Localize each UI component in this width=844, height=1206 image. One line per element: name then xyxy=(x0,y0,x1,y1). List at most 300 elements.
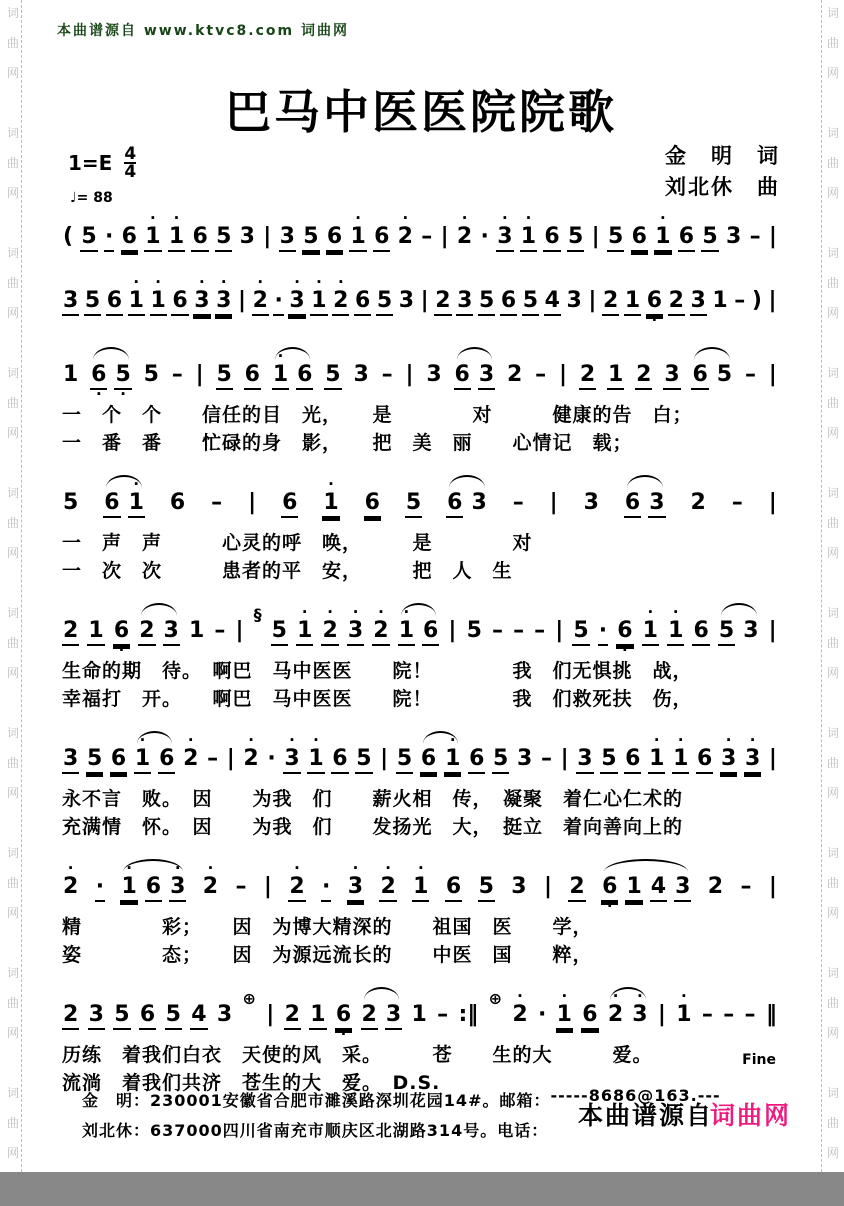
notation-line xyxy=(62,475,778,528)
watermark-character: 词 xyxy=(826,846,839,860)
music-system xyxy=(62,731,778,840)
note: 6 xyxy=(139,990,156,1040)
note: · 3 xyxy=(169,862,186,912)
note: · 2 xyxy=(321,606,338,656)
source-note: 本曲谱源自 www.ktvc8.com 词曲网 xyxy=(57,23,349,39)
note: 3 xyxy=(663,350,680,400)
watermark-character: 曲 xyxy=(6,36,19,50)
watermark-character: 曲 xyxy=(826,1116,839,1130)
barline: | xyxy=(560,746,569,771)
note: 4 xyxy=(650,862,667,912)
note: 5 xyxy=(607,212,624,262)
notation-line xyxy=(62,987,778,1043)
note: 6 xyxy=(145,862,162,912)
barline: | xyxy=(405,362,414,387)
note: · 2 xyxy=(512,987,528,1027)
watermark-character: 词 xyxy=(6,246,19,260)
notation-line xyxy=(62,273,778,329)
music-system xyxy=(62,475,778,584)
note: · 3 xyxy=(283,734,300,784)
meter-numerator: 4 xyxy=(124,144,137,164)
note: 3 xyxy=(62,734,79,784)
note: 2 xyxy=(62,606,79,656)
barline: | xyxy=(657,1002,666,1027)
note: 5 xyxy=(600,734,617,784)
watermark-character: 词 xyxy=(826,606,839,620)
watermark-character: 网 xyxy=(6,1026,19,1040)
barline: | xyxy=(768,746,777,771)
note: 3 xyxy=(239,224,255,249)
key-label: 1=E xyxy=(68,151,113,175)
note: · 1 xyxy=(128,276,145,326)
music-system xyxy=(62,347,778,456)
note: 6 · xyxy=(113,618,130,659)
note: 2 xyxy=(602,276,619,326)
note: – xyxy=(749,224,761,249)
watermark-character: 网 xyxy=(6,426,19,440)
note: · xyxy=(480,224,489,249)
note: 3 xyxy=(279,212,296,262)
note: – xyxy=(535,362,547,387)
watermark-character: 词 xyxy=(826,486,839,500)
note: 5 xyxy=(86,734,103,784)
note: · 1 xyxy=(398,606,415,656)
note: 3 xyxy=(566,288,582,313)
note: · 1 xyxy=(128,478,145,528)
left-dashed-rule xyxy=(21,0,22,1172)
note: 5 xyxy=(396,734,413,784)
watermark-character: 词 xyxy=(6,846,19,860)
note: · 3 xyxy=(347,606,364,656)
note: 3 xyxy=(674,862,691,912)
watermark-character: 网 xyxy=(826,546,839,560)
note: · 1 xyxy=(272,350,289,400)
slur-group xyxy=(138,606,180,656)
watermark-character: 曲 xyxy=(826,636,839,650)
watermark-character: 网 xyxy=(6,1146,19,1160)
note: 6 · xyxy=(617,618,633,659)
barline: | xyxy=(768,490,777,515)
note: 6 xyxy=(169,490,186,515)
watermark-character: 网 xyxy=(826,906,839,920)
note: ( xyxy=(63,224,74,249)
note: – xyxy=(437,1002,449,1027)
footer-site-name: 词曲网 xyxy=(710,1101,792,1130)
note: 4 xyxy=(544,276,561,326)
barline: | xyxy=(588,288,597,313)
note: 6 xyxy=(696,734,713,784)
note: 6 xyxy=(158,734,175,784)
watermark-character: 曲 xyxy=(826,156,839,170)
watermark-character: 曲 xyxy=(826,756,839,770)
note: – xyxy=(701,1002,713,1027)
left-watermark-column xyxy=(5,6,21,1172)
watermark-character: 网 xyxy=(6,306,19,320)
slur-group xyxy=(103,475,145,528)
note: 5 xyxy=(165,990,182,1040)
note: – xyxy=(744,362,756,387)
notation-line xyxy=(62,859,778,915)
note: 6 xyxy=(103,478,120,528)
note: ) xyxy=(751,288,762,313)
barline: | xyxy=(768,874,777,899)
note: 6 xyxy=(624,478,641,528)
coda-icon: ⊕ xyxy=(242,989,256,1008)
note: 6 xyxy=(581,990,598,1040)
watermark-character: 曲 xyxy=(6,636,19,650)
note: 5 xyxy=(302,212,319,262)
barline: | xyxy=(263,874,272,899)
barline: | xyxy=(768,224,777,249)
lyrics-line: 历练 着我们白衣 天使的风 采。 苍 生的大 爱。 xyxy=(62,1044,653,1066)
note: 6 xyxy=(171,276,188,326)
slur-group xyxy=(454,350,496,400)
note: 1 xyxy=(87,606,104,656)
watermark-character: 词 xyxy=(826,6,839,20)
note: 3 xyxy=(88,990,105,1040)
note: 5 xyxy=(492,734,509,784)
note: · 2 xyxy=(202,859,219,899)
slur-group xyxy=(90,350,132,403)
watermark-character: 网 xyxy=(826,666,839,680)
note: 5 xyxy=(84,276,101,326)
note: 3 xyxy=(471,490,487,515)
note: 6 xyxy=(446,478,463,528)
note: 6 xyxy=(420,734,437,784)
watermark-character: 曲 xyxy=(826,36,839,50)
note: 2 xyxy=(62,990,79,1040)
barline: | xyxy=(558,362,568,387)
note: 3 xyxy=(743,618,759,643)
note: 6 xyxy=(110,734,127,784)
watermark-character: 网 xyxy=(6,546,19,560)
note: 6 xyxy=(364,478,381,528)
note: 5 xyxy=(324,350,341,400)
note: 6 xyxy=(543,212,560,262)
barline: | xyxy=(195,362,204,387)
note: 6 xyxy=(191,212,208,262)
note: 6 xyxy=(422,606,439,656)
note: 6 xyxy=(121,212,138,262)
note: 6 xyxy=(445,862,462,912)
note: 6 xyxy=(331,734,348,784)
obscured-email: -----8686@163.--- xyxy=(550,1086,721,1105)
note: 6 xyxy=(624,734,641,784)
note: · 1 xyxy=(150,276,167,326)
note: 5 xyxy=(271,606,288,656)
note: · 3 xyxy=(288,276,305,326)
note: · xyxy=(321,862,331,912)
note: – xyxy=(421,224,433,249)
note: 5 xyxy=(63,490,79,515)
note: 4 xyxy=(190,990,207,1040)
note: · 3 xyxy=(215,276,232,326)
note: · 1 xyxy=(642,606,659,656)
watermark-character: 词 xyxy=(6,126,19,140)
note: · 1 xyxy=(168,212,185,262)
note: · 2 xyxy=(183,731,199,771)
note: 6 xyxy=(106,276,123,326)
note: 5 xyxy=(215,212,232,262)
note: · 1 xyxy=(648,734,665,784)
music-system xyxy=(62,859,778,968)
watermark-character: 词 xyxy=(6,726,19,740)
page-title: 巴马中医医院院歌 xyxy=(225,85,617,139)
note: · 1 xyxy=(322,478,339,528)
watermark-character: 曲 xyxy=(826,996,839,1010)
note: 3 xyxy=(583,490,599,515)
barline: | xyxy=(226,746,235,771)
watermark-character: 曲 xyxy=(6,996,19,1010)
note: · 2 xyxy=(397,209,413,249)
barline: | xyxy=(555,618,564,643)
note: 5 xyxy=(80,212,97,262)
note: 6 xyxy=(296,350,313,400)
note: 3 xyxy=(398,288,415,313)
watermark-character: 网 xyxy=(826,1026,839,1040)
note: · 2 xyxy=(456,209,473,249)
note: 3 xyxy=(478,350,495,400)
barline: ‖ xyxy=(765,1002,777,1027)
note: 3 xyxy=(163,606,180,656)
note: 1 xyxy=(712,288,728,313)
note: 5 xyxy=(522,276,539,326)
note: · 1 xyxy=(144,212,161,262)
slur-group xyxy=(420,731,462,784)
barline: | xyxy=(768,362,777,387)
note: 5 xyxy=(567,212,584,262)
watermark-character: 曲 xyxy=(6,516,19,530)
note: 2 xyxy=(635,350,652,400)
slur-group xyxy=(691,350,733,400)
note: 2 xyxy=(579,350,596,400)
watermark-character: 词 xyxy=(6,606,19,620)
watermark-character: 网 xyxy=(826,66,839,80)
note: · 3 xyxy=(744,734,761,784)
contact1-text: 金 明：230001安徽省合肥市濉溪路深圳花园14#。邮箱： xyxy=(82,1091,551,1110)
watermark-character: 曲 xyxy=(6,396,19,410)
note: 6 xyxy=(631,212,648,262)
note: · 1 xyxy=(520,212,537,262)
note: · 2 xyxy=(379,862,396,912)
note: 6 · xyxy=(602,874,618,915)
note: 3 xyxy=(62,276,79,326)
note: 3 xyxy=(648,478,665,528)
note: 5 xyxy=(216,350,233,400)
note: – xyxy=(534,618,546,643)
fine-mark: Fine xyxy=(742,1052,776,1068)
note: · 2 xyxy=(252,276,269,326)
note: – xyxy=(540,746,552,771)
note: 5 xyxy=(376,276,393,326)
lyrics-line: 一 声 声 心灵的呼 唤， 是 对 xyxy=(62,532,533,554)
note: 6 xyxy=(326,212,343,262)
note: 2 xyxy=(668,276,685,326)
slur-group xyxy=(272,347,314,400)
watermark-character: 网 xyxy=(6,186,19,200)
music-system xyxy=(62,603,778,712)
watermark-character: 词 xyxy=(826,366,839,380)
note: – xyxy=(513,618,525,643)
note: 1 xyxy=(607,350,624,400)
watermark-character: 词 xyxy=(6,486,19,500)
note: · 2 xyxy=(243,731,259,771)
note: · 1 xyxy=(349,212,366,262)
segno-icon: § xyxy=(253,605,262,624)
note: – xyxy=(512,490,524,515)
note: 1 xyxy=(188,618,205,643)
note: · 3 xyxy=(496,212,513,262)
note: 5 xyxy=(113,990,130,1040)
slur-group xyxy=(624,478,666,528)
note: · xyxy=(273,276,283,326)
lyricist-credit: 金 明 词 xyxy=(665,144,780,168)
note: – xyxy=(744,1002,756,1027)
slur-group xyxy=(601,862,691,915)
note: 6 · xyxy=(335,1002,352,1043)
note: · 2 xyxy=(288,862,305,912)
watermark-character: 网 xyxy=(826,426,839,440)
note: · 2 xyxy=(607,987,624,1027)
time-signature xyxy=(124,146,136,180)
key-signature xyxy=(68,146,136,180)
note: · 1 xyxy=(310,276,327,326)
note: 1 xyxy=(411,1002,427,1027)
watermark-character: 曲 xyxy=(826,276,839,290)
note: – xyxy=(381,362,393,387)
notation-systems xyxy=(62,209,778,1118)
note: – xyxy=(214,618,226,643)
watermark-character: 词 xyxy=(826,126,839,140)
note: · xyxy=(95,862,105,912)
note: · 3 xyxy=(347,862,364,912)
note: 6 · xyxy=(646,288,663,329)
barline: | xyxy=(238,288,247,313)
note: · xyxy=(267,746,276,771)
note: 5 xyxy=(716,362,733,387)
note: 2 xyxy=(434,276,451,326)
lyrics-line: 姿 态； 因 为源远流长的 中医 国 粹， xyxy=(62,944,593,966)
barline: | xyxy=(549,490,558,515)
note: 6 xyxy=(692,606,709,656)
note: 6 xyxy=(678,212,695,262)
notation-line xyxy=(62,209,778,262)
watermark-character: 网 xyxy=(826,186,839,200)
meter-denominator: 4 xyxy=(124,162,137,182)
note: · 2 xyxy=(332,276,349,326)
note: 5 xyxy=(466,618,482,643)
barline: | xyxy=(420,288,429,313)
note: 6 xyxy=(281,478,298,528)
note: 5 xyxy=(405,478,422,528)
note: · 1 xyxy=(412,862,429,912)
note: · 1 xyxy=(307,734,324,784)
watermark-character: 曲 xyxy=(826,396,839,410)
notation-line xyxy=(62,347,778,403)
lyrics-line: 一 次 次 患者的平 安， 把 人 生 xyxy=(62,560,513,582)
barline: | xyxy=(440,224,449,249)
watermark-character: 词 xyxy=(826,726,839,740)
tempo-marking: ♩= 88 xyxy=(70,190,113,206)
note: · 1 xyxy=(296,606,313,656)
slur-group xyxy=(134,731,176,784)
watermark-character: 网 xyxy=(6,786,19,800)
music-system xyxy=(62,273,778,329)
note: 6 xyxy=(691,350,708,400)
watermark-character: 词 xyxy=(6,966,19,980)
coda-icon: ⊕ xyxy=(488,989,502,1008)
note: 3 xyxy=(576,734,593,784)
slur-group xyxy=(718,606,760,656)
note: · 3 xyxy=(632,987,648,1027)
note: · xyxy=(537,1002,547,1027)
note: – xyxy=(723,1002,735,1027)
watermark-character: 曲 xyxy=(6,276,19,290)
barline: :‖ xyxy=(458,1002,479,1027)
note: 6 xyxy=(468,734,485,784)
watermark-character: 词 xyxy=(826,1086,839,1100)
note: · 1 xyxy=(672,734,689,784)
barline: | xyxy=(248,490,257,515)
note: – xyxy=(734,288,746,313)
note: 2 xyxy=(506,362,523,387)
note: · 1 xyxy=(120,862,137,912)
note: · 3 xyxy=(193,276,210,326)
barline: | xyxy=(448,618,457,643)
barline: | xyxy=(768,288,777,313)
note: 6 · xyxy=(91,362,107,403)
note: – xyxy=(235,874,247,899)
slur-group xyxy=(120,859,186,912)
barline: | xyxy=(768,618,777,643)
watermark-character: 网 xyxy=(826,306,839,320)
note: 6 xyxy=(244,350,261,400)
barline: | xyxy=(591,224,600,249)
note: 3 xyxy=(516,746,533,771)
footer-source-label: 本曲谱源自 xyxy=(578,1101,714,1130)
note: · 1 xyxy=(667,606,684,656)
watermark-character: 词 xyxy=(826,966,839,980)
note: 6 xyxy=(354,276,371,326)
note: – xyxy=(207,746,219,771)
note: 6 xyxy=(373,212,390,262)
note: 5 xyxy=(701,212,718,262)
note: 3 xyxy=(690,276,707,326)
right-dashed-rule xyxy=(821,0,822,1172)
note: 3 xyxy=(385,990,402,1040)
note: – xyxy=(740,874,752,899)
note: 3 xyxy=(426,362,442,387)
watermark-character: 曲 xyxy=(6,876,19,890)
barline: | xyxy=(380,746,389,771)
barline: | xyxy=(543,874,553,899)
lyrics-line: 精 彩； 因 为博大精深的 祖国 医 学， xyxy=(62,916,593,938)
lyrics-line: 幸福打 开。 啊巴 马中医医 院！ 我 们救死扶 伤， xyxy=(62,688,693,710)
note: 5 xyxy=(143,362,159,387)
note: 3 xyxy=(511,874,527,899)
lyrics-line: 流淌 着我们共济 苍生的大 爱。 D.S. xyxy=(62,1072,441,1094)
composer-credit: 刘北休 曲 xyxy=(665,175,780,199)
note: 2 xyxy=(361,990,378,1040)
note: 5 xyxy=(572,606,589,656)
note: 3 xyxy=(726,224,742,249)
note: 5 xyxy=(718,606,735,656)
watermark-character: 曲 xyxy=(6,156,19,170)
lyrics-line: 一 个 个 信任的目 光， 是 对 健康的告 白； xyxy=(62,404,693,426)
watermark-character: 网 xyxy=(826,786,839,800)
note: · xyxy=(598,606,608,656)
note: · 3 xyxy=(720,734,737,784)
